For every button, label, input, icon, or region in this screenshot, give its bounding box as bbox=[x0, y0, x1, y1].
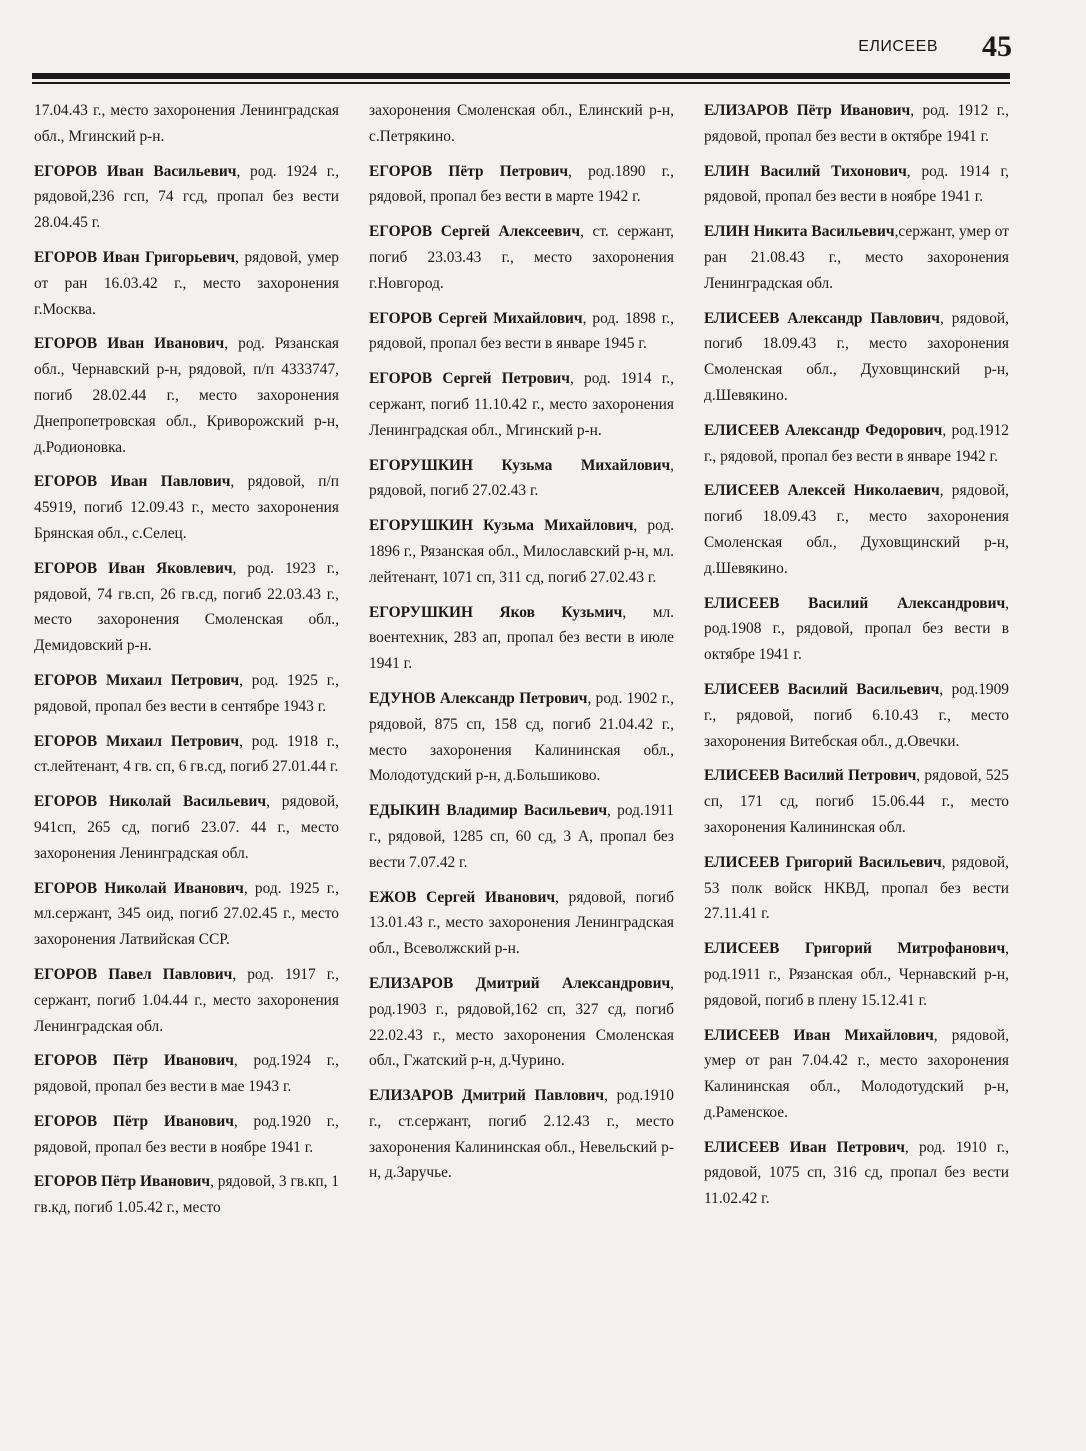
entry bbox=[704, 306, 1009, 409]
entry-text: , род.1924 г., рядовой, пропал без вести в мае 1943 г. bbox=[34, 1052, 339, 1096]
entry bbox=[34, 245, 339, 322]
entry-text: , род.1911 г., рядовой, 1285 сп, 60 сд, 3 А, пропал без вести 7.07.42 г. bbox=[369, 802, 675, 871]
entry-text: , рядовой, 53 полк войск НКВД, пропал без вести 27.11.41 г. bbox=[704, 853, 1009, 923]
entry bbox=[34, 876, 339, 953]
column-1 bbox=[34, 98, 339, 1230]
entry bbox=[704, 936, 1009, 1013]
entry bbox=[34, 331, 339, 460]
entry bbox=[34, 962, 339, 1039]
entry-text: , род. 1918 г., ст.лейтенант, 4 гв. сп, 6 гв.сд, погиб 27.01.44 г. bbox=[34, 732, 339, 776]
entry-text: , рядовой, погиб 13.01.43 г., место захоронения Ленинградская обл., Всеволжский р-н. bbox=[369, 888, 674, 958]
entry-text: , рядовой, 941сп, 265 сд, погиб 23.07. 44 г., место захоронения Ленинградская обл. bbox=[34, 793, 339, 862]
entry-text: , рядовой, п/п 45919, погиб 12.09.43 г., место захоронения Брянская обл., с.Селец. bbox=[34, 473, 339, 542]
entry bbox=[704, 1135, 1009, 1212]
entry-name: ЕГОРОВ Николай Иванович bbox=[34, 879, 244, 897]
entry bbox=[34, 98, 339, 150]
entry-name: ЕГОРУШКИН Кузьма Михайлович bbox=[369, 456, 671, 474]
entry-name: ЕГОРОВ Иван Васильевич bbox=[34, 162, 237, 180]
entry-name: ЕГОРОВ Иван Григорьевич bbox=[34, 248, 236, 266]
entry-text: , род. 1898 г., рядовой, пропал без вести в январе 1945 г. bbox=[369, 309, 674, 353]
entry bbox=[369, 98, 674, 150]
entry bbox=[704, 763, 1009, 840]
entry-name: ЕЛИСЕЕВ Василий Петрович bbox=[704, 767, 917, 785]
entry-text: , рядовой, 525 сп, 171 сд, погиб 15.06.44 г., место захоронения Калининская обл. bbox=[704, 767, 1010, 836]
entry-text: , род. Рязанская обл., Чернавский р-н, рядовой, п/п 4333747, погиб 28.02.44 г., место захоронения Днепропетровская обл., Криворожский р-н, д.Родионовка. bbox=[34, 335, 339, 456]
entry-name: ЕЛИСЕЕВ Иван Петрович bbox=[704, 1138, 905, 1156]
entry bbox=[34, 1169, 339, 1221]
entry bbox=[704, 850, 1009, 927]
entry-name: ЕЛИСЕЕВ Александр Федорович bbox=[704, 421, 943, 439]
entry bbox=[369, 798, 674, 875]
entry bbox=[34, 1109, 339, 1161]
entry bbox=[34, 469, 339, 546]
header-rule-thick bbox=[32, 73, 1010, 79]
entry-name: ЕГОРОВ Сергей Алексеевич bbox=[369, 223, 581, 241]
entry bbox=[369, 1083, 674, 1186]
entry-name: ЕГОРОВ Иван Павлович bbox=[34, 473, 231, 491]
entry-name: ЕЛИСЕЕВ Григорий Митрофанович bbox=[704, 940, 1006, 958]
entry-text: , род. 1910 г., рядовой, 1075 сп, 316 сд, пропал без вести 11.02.42 г. bbox=[704, 1138, 1010, 1208]
entry-text: , мл. воентехник, 283 ап, пропал без вести в июле 1941 г. bbox=[369, 603, 674, 673]
entry-name: ЕГОРОВ Пётр Иванович bbox=[34, 1052, 234, 1070]
entry-text: , рядовой, погиб 18.09.43 г., место захоронения Смоленская обл., Духовщинский р-н, д.Шевякино. bbox=[704, 482, 1010, 577]
text-columns bbox=[34, 98, 1010, 1230]
entry bbox=[369, 971, 674, 1074]
entry bbox=[34, 556, 339, 659]
entry-name: ЕГОРОВ Сергей Петрович bbox=[369, 370, 570, 388]
entry-text: , род.1910 г., ст.сержант, погиб 2.12.43 г., место захоронения Калининская обл., Невельский р-н, д.Заручье. bbox=[369, 1087, 674, 1182]
entry bbox=[369, 513, 674, 590]
entry bbox=[369, 366, 674, 443]
entry-name: ЕГОРОВ Сергей Михайлович bbox=[369, 309, 583, 327]
entry-name: ЕЛИСЕЕВ Александр Павлович bbox=[704, 309, 940, 327]
page-header bbox=[30, 30, 1012, 66]
entry bbox=[34, 729, 339, 781]
entry-text: , род. 1912 г., рядовой, пропал без вести в октябре 1941 г. bbox=[704, 102, 1009, 145]
entry-text: , род.1920 г., рядовой, пропал без вести в ноябре 1941 г. bbox=[34, 1112, 339, 1156]
entry-name: ЕГОРОВ Иван Иванович bbox=[34, 335, 225, 353]
entry-text: , род.1911 г., Рязанская обл., Чернавский р-н, рядовой, погиб в плену 15.12.41 г. bbox=[704, 940, 1009, 1009]
entry-name: ЕЛИЗАРОВ Дмитрий Александрович bbox=[369, 974, 671, 992]
entry bbox=[704, 677, 1009, 754]
entry-text: захоронения Смоленская обл., Елинский р-н, с.Петрякино. bbox=[369, 102, 674, 145]
entry bbox=[369, 219, 674, 296]
column-2 bbox=[369, 98, 674, 1230]
entry bbox=[369, 306, 674, 358]
entry bbox=[704, 98, 1009, 150]
entry-name: ЕГОРУШКИН Яков Кузьмич bbox=[369, 603, 623, 621]
entry-text: , род.1890 г., рядовой, пропал без вести в марте 1942 г. bbox=[369, 162, 674, 206]
entry-name: ЕГОРОВ Иван Яковлевич bbox=[34, 559, 233, 577]
entry-text: , род. 1924 г., рядовой,236 гсп, 74 гсд, пропал без вести 28.04.45 г. bbox=[34, 162, 339, 232]
entry-text: , род.1912 г., рядовой, пропал без вести в январе 1942 г. bbox=[704, 421, 1009, 465]
entry-name: ЕЛИЗАРОВ Пётр Иванович bbox=[704, 102, 911, 119]
entry bbox=[704, 1023, 1009, 1126]
entry bbox=[704, 159, 1009, 211]
entry bbox=[34, 789, 339, 866]
entry-name: ЕДУНОВ Александр Петрович bbox=[369, 689, 588, 707]
entry-name: ЕЛИСЕЕВ Алексей Николаевич bbox=[704, 482, 940, 500]
entry-name: ЕЛИН Никита Васильевич bbox=[704, 223, 895, 241]
entry-name: ЕЖОВ Сергей Иванович bbox=[369, 888, 556, 906]
entry-text: , ст. сержант, погиб 23.03.43 г., место захоронения г.Новгород. bbox=[369, 223, 674, 292]
entry bbox=[34, 668, 339, 720]
page-number: 45 bbox=[982, 30, 1012, 63]
entry-name: ЕЛИСЕЕВ Иван Михайлович bbox=[704, 1026, 934, 1044]
entry bbox=[704, 478, 1009, 581]
entry-name: ЕГОРОВ Пётр Иванович bbox=[34, 1173, 211, 1191]
entry bbox=[369, 686, 674, 789]
entry-text: ,сержант, умер от ран 21.08.43 г., место захоронения Ленинградская обл. bbox=[704, 223, 1009, 292]
entry bbox=[704, 591, 1009, 668]
entry-name: ЕГОРОВ Пётр Иванович bbox=[34, 1112, 234, 1130]
entry-text: , род. 1902 г., рядовой, 875 сп, 158 сд, погиб 21.04.42 г., место захоронения Калининская обл., Молодотудский р-н, д.Большиково. bbox=[369, 689, 674, 785]
entry-name: ЕГОРОВ Михаил Петрович bbox=[34, 732, 240, 750]
entry bbox=[704, 418, 1009, 470]
entry-text: , род.1903 г., рядовой,162 сп, 327 сд, погиб 22.02.43 г., место захоронения Смоленская обл., Гжатский р-н, д.Чурино. bbox=[369, 974, 674, 1070]
entry bbox=[369, 159, 674, 211]
header-rule-thin bbox=[32, 82, 1010, 84]
entry-text: , род.1909 г., рядовой, погиб 6.10.43 г., место захоронения Витебская обл., д.Овечки. bbox=[704, 680, 1009, 750]
entry-name: ЕЛИН Василий Тихонович bbox=[704, 162, 907, 180]
entry-name: ЕГОРОВ Пётр Петрович bbox=[369, 162, 569, 180]
entry-text: , рядовой, умер от ран 16.03.42 г., место захоронения г.Москва. bbox=[34, 248, 339, 318]
entry-name: ЕГОРОВ Михаил Петрович bbox=[34, 671, 240, 689]
entry-name: ЕДЫКИН Владимир Васильевич bbox=[369, 802, 607, 820]
entry-text: , род. 1923 г., рядовой, 74 гв.сп, 26 гв.сд, погиб 22.03.43 г., место захоронения Смоленская обл., Демидовский р-н. bbox=[34, 559, 339, 655]
entry-name: ЕГОРОВ Николай Васильевич bbox=[34, 793, 267, 811]
entry bbox=[369, 600, 674, 677]
entry-text: , род. 1917 г., сержант, погиб 1.04.44 г., место захоронения Ленинградская обл. bbox=[34, 965, 339, 1035]
entry-text: , род.1908 г., рядовой, пропал без вести в октябре 1941 г. bbox=[704, 594, 1009, 664]
entry-name: ЕЛИЗАРОВ Дмитрий Павлович bbox=[369, 1087, 605, 1105]
entry-text: 17.04.43 г., место захоронения Ленинградская обл., Мгинский р-н. bbox=[34, 102, 339, 145]
entry bbox=[369, 453, 674, 505]
entry-text: , род. 1914 г., сержант, погиб 11.10.42 г., место захоронения Ленинградская обл., Мгинский р-н. bbox=[369, 370, 674, 439]
entry-text: , род. 1914 г, рядовой, пропал без вести в ноябре 1941 г. bbox=[704, 162, 1009, 206]
entry-text: , рядовой, погиб 18.09.43 г., место захоронения Смоленская обл., Духовщинский р-н, д.Шевякино. bbox=[704, 309, 1009, 404]
entry bbox=[34, 1048, 339, 1100]
entry bbox=[369, 885, 674, 962]
entry-text: , рядовой, погиб 27.02.43 г. bbox=[369, 456, 674, 500]
entry-name: ЕЛИСЕЕВ Григорий Васильевич bbox=[704, 853, 942, 871]
entry-text: , рядовой, 3 гв.кп, 1 гв.кд, погиб 1.05.42 г., место bbox=[34, 1173, 340, 1217]
entry-name: ЕГОРОВ Павел Павлович bbox=[34, 965, 233, 983]
entry-text: , род. 1925 г., мл.сержант, 345 оид, погиб 27.02.45 г., место захоронения Латвийская ССР. bbox=[34, 879, 339, 949]
running-head: ЕЛИСЕЕВ bbox=[858, 38, 938, 55]
entry-name: ЕЛИСЕЕВ Василий Александрович bbox=[704, 594, 1006, 612]
column-3 bbox=[704, 98, 1009, 1230]
entry-text: , рядовой, умер от ран 7.04.42 г., место захоронения Калининская обл., Молодотудский р-н, д.Раменское. bbox=[704, 1026, 1009, 1121]
entry-name: ЕЛИСЕЕВ Василий Васильевич bbox=[704, 680, 940, 698]
entry-name: ЕГОРУШКИН Кузьма Михайлович bbox=[369, 517, 634, 535]
entry-text: , род. 1896 г., Рязанская обл., Милославский р-н, мл. лейтенант, 1071 сп, 311 сд, погиб 27.02.43 г. bbox=[369, 517, 674, 586]
entry bbox=[34, 159, 339, 236]
entry-text: , род. 1925 г., рядовой, пропал без вести в сентябре 1943 г. bbox=[34, 671, 339, 715]
entry bbox=[704, 219, 1009, 296]
